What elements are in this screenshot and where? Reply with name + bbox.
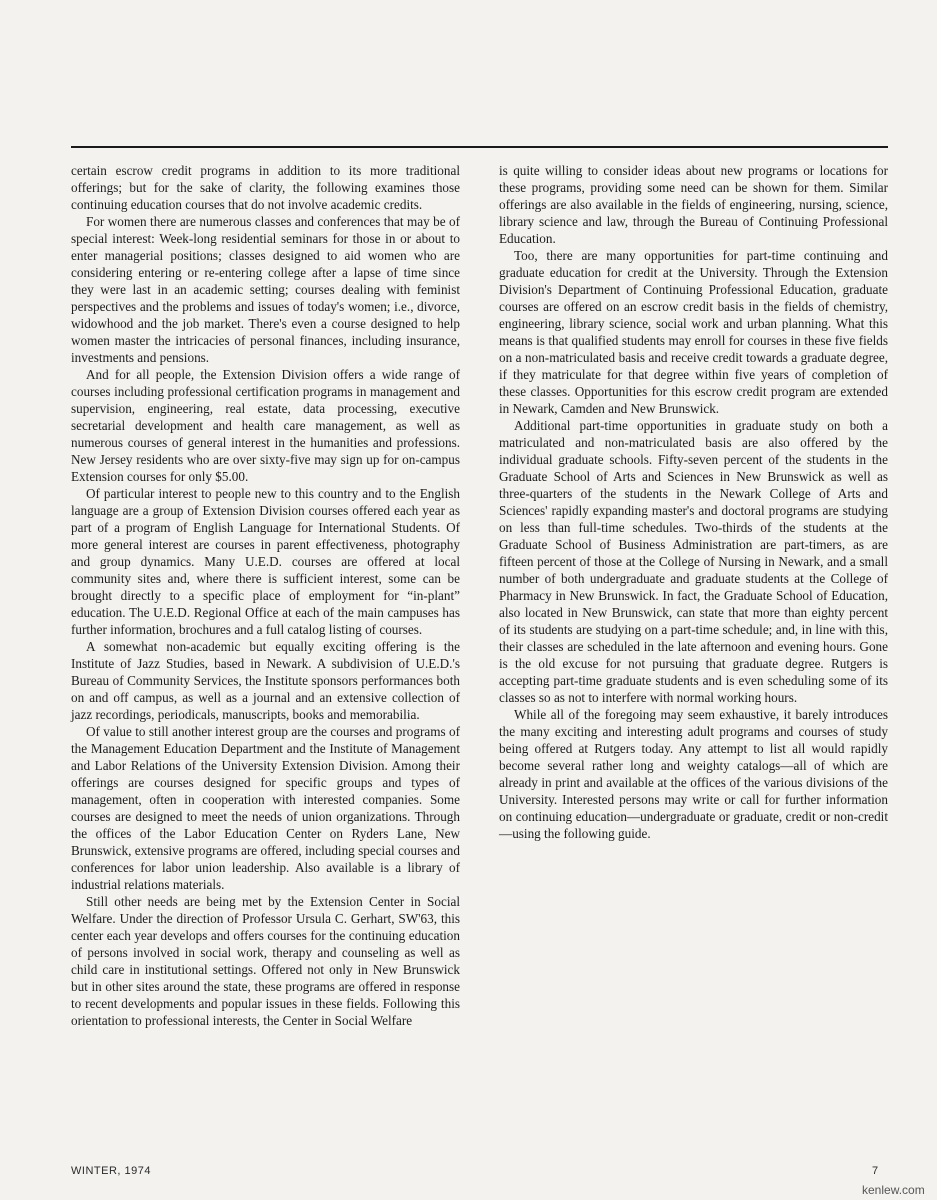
paragraph: While all of the foregoing may seem exhaustive, it barely introduces the many exciting and interesting adult programs and courses of study being offered at Rutgers today. Any attempt to list all would rapidly become several rather long and weighty catalogs—all of which are already in print and available at the offices of the various divisions of the University. Interested persons may write or call for further information on continuing education—undergraduate or graduate, credit or non-credit—using the following guide. [499, 707, 888, 841]
paragraph: A somewhat non-academic but equally exciting offering is the Institute of Jazz Studies, based in Newark. A subdivision of U.E.D.'s Bureau of Community Services, the Institute sponsors performances both on and off campus, as well as a journal and an extensive collection of jazz recordings, periodicals, manuscripts, books and memorabilia. [71, 639, 460, 722]
paragraph: For women there are numerous classes and conferences that may be of special interest: Week-long residential seminars for those in or about to enter managerial positions; classes designed to aid women who are considering entering or re-entering college after a lapse of time since they were last in an academic setting; courses dealing with feminist perspectives and the problems and issues of today's women; i.e., divorce, widowhood and the job market. There's even a course designed to help women master the intricacies of personal finances, including insurance, investments and pensions. [71, 214, 460, 365]
paragraph: is quite willing to consider ideas about new programs or locations for these programs, providing some need can be shown for them. Similar offerings are also available in the fields of engineering, nursing, science, library science and law, through the Bureau of Continuing Professional Education. [499, 163, 888, 246]
page-number: 7 [872, 1165, 879, 1177]
top-rule [71, 146, 888, 148]
issue-date: WINTER, 1974 [71, 1165, 151, 1177]
paragraph: Of value to still another interest group are the courses and programs of the Management Education Department and the Institute of Management and Labor Relations of the University Extension Division. Among their offerings are courses designed for specific groups and types of management, often in cooperation with interested companies. Some courses are designed to meet the needs of union organizations. Through the offices of the Labor Education Center on Ryders Lane, New Brunswick, extensive programs are offered, including special courses and conferences for labor union leadership. Also available is a library of industrial relations materials. [71, 724, 460, 892]
paragraph: And for all people, the Extension Division offers a wide range of courses including professional certification programs in management and supervision, engineering, real estate, data processing, executive secretarial development and health care management, as well as numerous courses of general interest in the humanities and professions. New Jersey residents who are over sixty-five may sign up for on-campus Extension courses for only $5.00. [71, 367, 460, 484]
paragraph: Of particular interest to people new to this country and to the English language are a group of Extension Division courses offered each year as part of a program of English Language for International Students. Of more general interest are courses in parent effectiveness, photography and group dynamics. Many U.E.D. courses are offered at local community sites and, where there is sufficient interest, some can be brought directly to a specific place of employment for “in-plant” education. The U.E.D. Regional Office at each of the main campuses has further information, brochures and a full catalog listing of courses. [71, 486, 460, 637]
left-column [71, 162, 460, 1029]
right-column [499, 162, 888, 842]
watermark: kenlew.com [862, 1183, 925, 1197]
paragraph: Too, there are many opportunities for part-time continuing and graduate education for credit at the University. Through the Extension Division's Department of Continuing Professional Education, graduate courses are offered on an escrow credit basis in the fields of chemistry, engineering, library science, social work and urban planning. What this means is that qualified students may enroll for courses in these five fields on a non-matriculated basis and receive credit towards a graduate degree, if they matriculate for that degree within five years of completion of these classes. Opportunities for this escrow credit program are extended in Newark, Camden and New Brunswick. [499, 248, 888, 416]
paragraph: Additional part-time opportunities in graduate study on both a matriculated and non-matriculated basis are also offered by the individual graduate schools. Fifty-seven percent of the students in the Graduate School of Arts and Sciences in New Brunswick as well as three-quarters of the students in the Newark College of Arts and Sciences' rapidly expanding master's and doctoral programs are studying on less than full-time schedules. Two-thirds of the students at the Graduate School of Business Administration are part-timers, as are fifteen percent of those at the College of Nursing in Newark, and a small number of both undergraduate and graduate students at the College of Pharmacy in New Brunswick. In fact, the Graduate School of Education, also located in New Brunswick, can state that more than eighty percent of its students are studying on a part-time schedule; and, in line with this, their classes are scheduled in the late afternoon and evening hours. Gone is the old excuse for not pursuing that graduate degree. Rutgers is accepting part-time graduate students and is even scheduling some of its classes so as not to interfere with normal working hours. [499, 418, 888, 705]
paragraph: certain escrow credit programs in addition to its more traditional offerings; but for the sake of clarity, the following examines those continuing education courses that do not involve academic credits. [71, 163, 460, 212]
paragraph: Still other needs are being met by the Extension Center in Social Welfare. Under the direction of Professor Ursula C. Gerhart, SW'63, this center each year develops and offers courses for the continuing education of persons involved in social work, therapy and counseling as well as child care in institutional settings. Offered not only in New Brunswick but in other sites around the state, these programs are offered in response to recent developments and popular issues in these fields. Following this orientation to professional interests, the Center in Social Welfare [71, 894, 460, 1028]
